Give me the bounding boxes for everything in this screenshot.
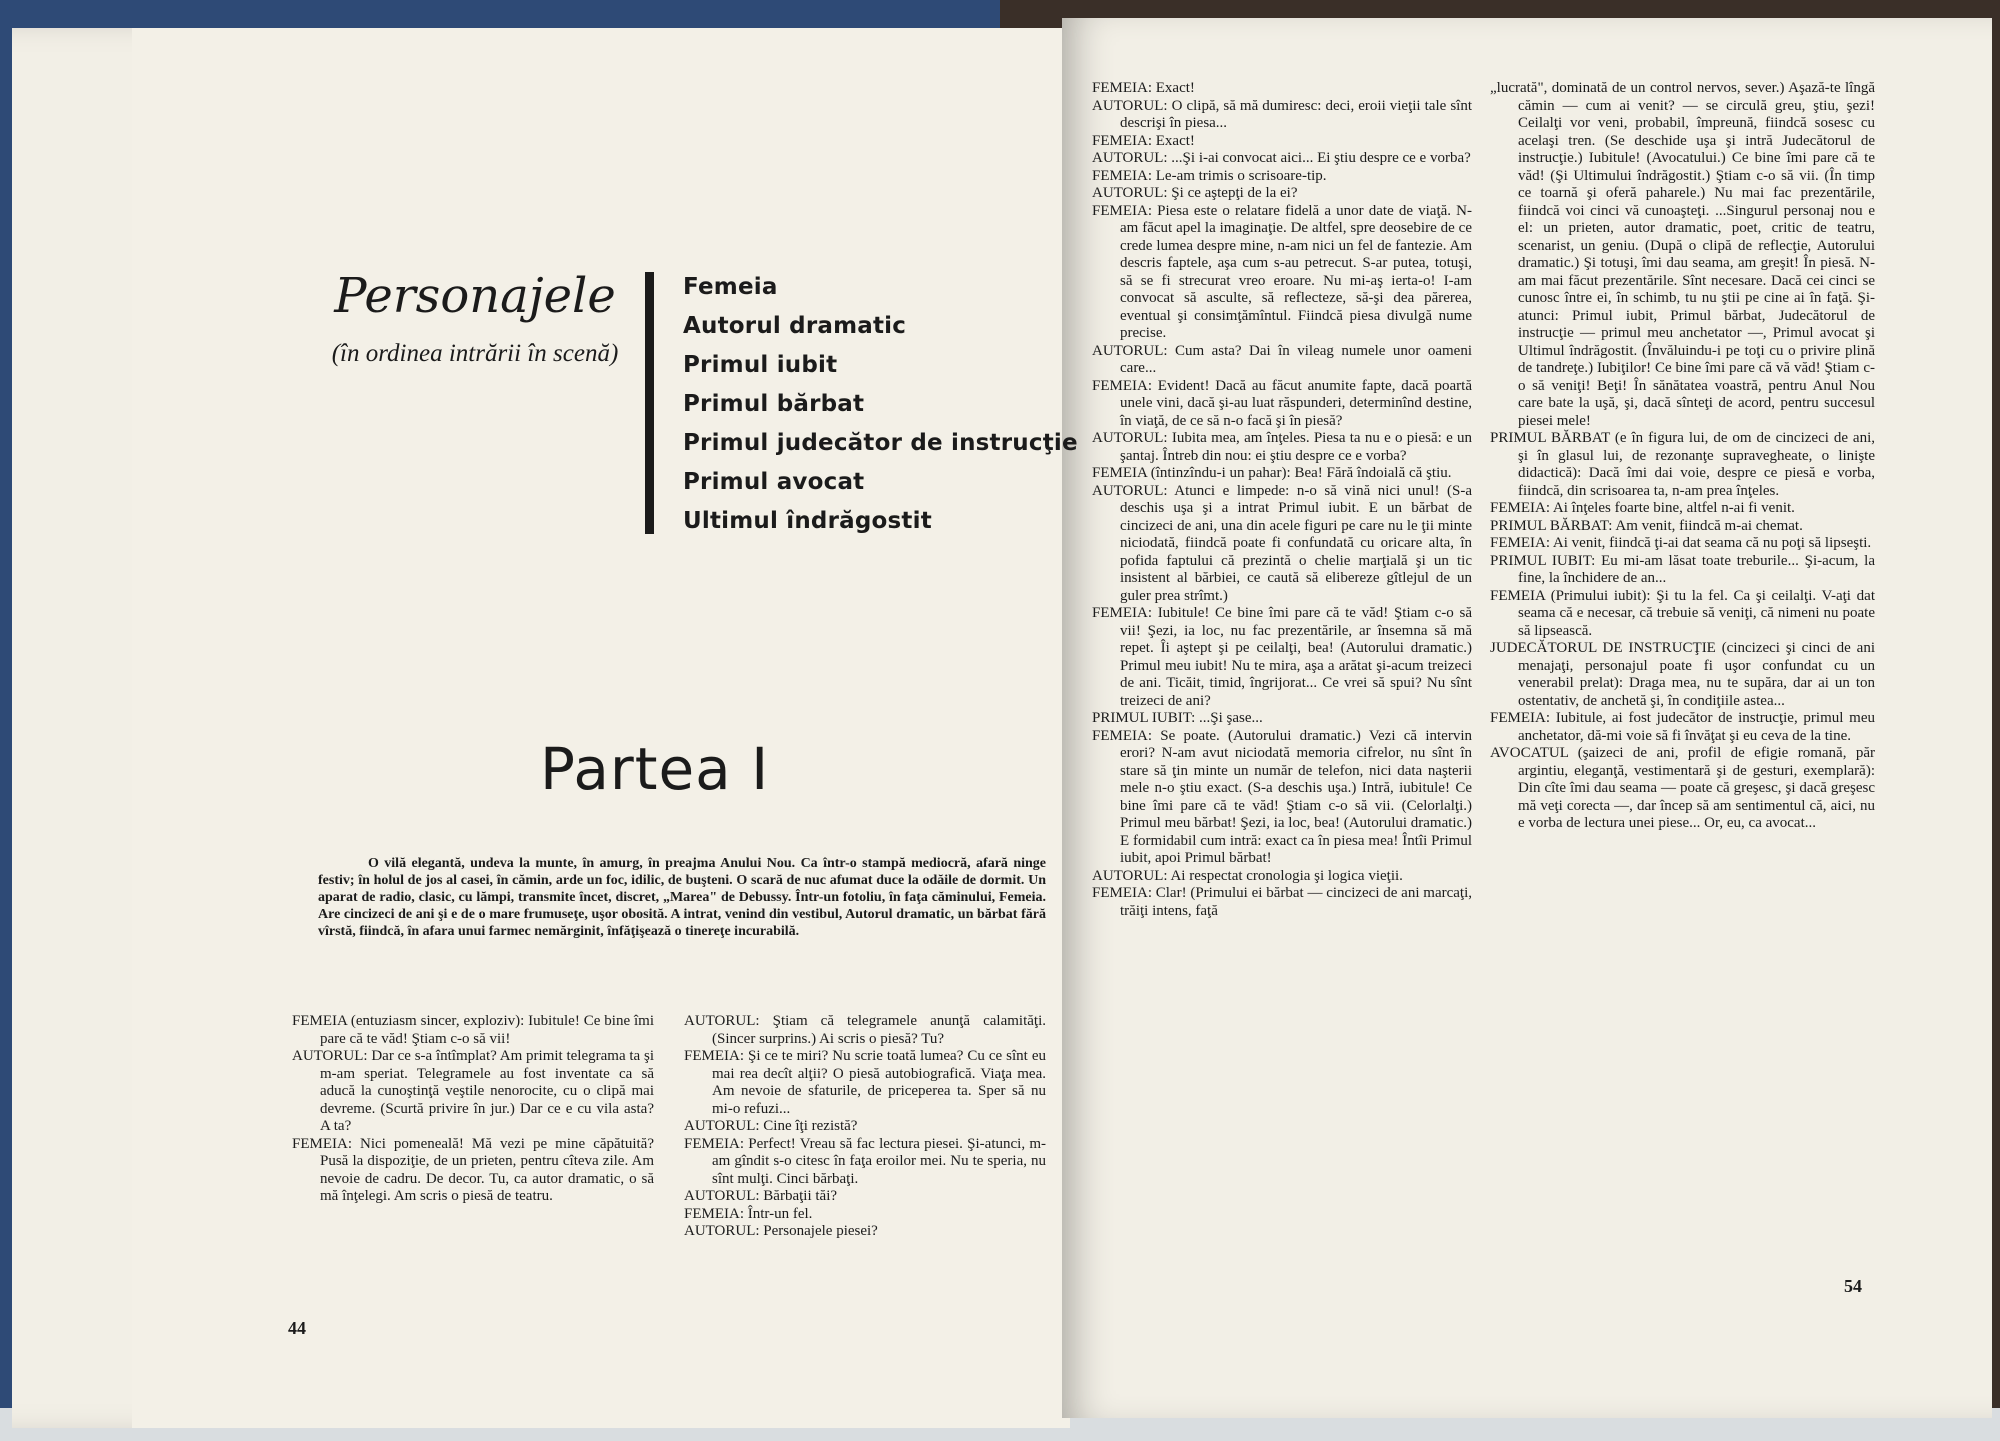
dialogue-line: FEMEIA: Evident! Dacă au făcut anumite fapte, dacă poartă unele vini, dacă şi-au luat răspunderi, determinînd destine, în viaţă, de ce să n-o facă şi în piesă? bbox=[1092, 377, 1472, 429]
dialogue-line: AUTORUL: Şi ce aştepţi de la ei? bbox=[1092, 185, 1298, 201]
dialogue-line: PRIMUL IUBIT: Eu mi-am lăsat toate treburile... Şi-acum, la fine, la închidere de an... bbox=[1490, 552, 1875, 586]
dialogue-line: PRIMUL BĂRBAT (e în figura lui, de om de cincizeci de ani, şi în glasul lui, de rezonanţe supravegheate, o linişte didactică): Dacă îmi dai voie, despre ce piesă e vorba, fiindcă, din scrisoarea ta, n-am prea înţeles. bbox=[1490, 430, 1875, 499]
cast-item: Primul bărbat bbox=[683, 391, 865, 417]
dialogue-line: AUTORUL: Ştiam că telegramele anunţă calamităţi. (Sincer surprins.) Ai scris o piesă? Tu? bbox=[684, 1013, 1046, 1047]
right-column-a bbox=[1092, 80, 1472, 920]
dialogue-line: AUTORUL: Dar ce s-a întîmplat? Am primit telegrama ta şi m-am speriat. Telegramele au fost inventate ca să aducă la cunoştinţă veştile nenorocite, cu o clipă mai devreme. (Scurtă privire în jur.) Dar ce e cu vila asta? A ta? bbox=[292, 1048, 654, 1134]
dialogue-line: AVOCATUL (şaizeci de ani, profil de efigie romană, păr argintiu, eleganţă, vestimentară şi de gesturi, exemplară): Din cîte îmi dau seama — poate că greşesc, şi dacă greşesc mă veţi corecta —, dar încep să am sentimentul că, aici, nu e vorba de lectura unei piese... Or, eu, ca avocat... bbox=[1490, 745, 1875, 831]
dialogue-line: FEMEIA: Într-un fel. bbox=[684, 1205, 813, 1222]
characters-title: Personajele bbox=[334, 268, 616, 324]
dialogue-line: AUTORUL: O clipă, să mă dumiresc: deci, eroii vieţii tale sînt descrişi în piesa... bbox=[1092, 97, 1472, 131]
dialogue-line: AUTORUL: Cum asta? Dai în vileag numele unor oameni care... bbox=[1092, 342, 1472, 376]
dialogue-line: AUTORUL: Personajele piesei? bbox=[684, 1223, 878, 1239]
dialogue-line: PRIMUL BĂRBAT: Am venit, fiindcă m-ai chemat. bbox=[1490, 517, 1803, 534]
dialogue-line: AUTORUL: Atunci e limpede: n-o să vină nici unul! (S-a deschis uşa şi a intrat Primul iubit. E un bărbat de cincizeci de ani, una din acele figuri pe care nu le ţii minte niciodată, fiindcă poate fi confundată cu oricare alta, în pofida faptului că prezintă o chelie marţială şi un tic insistent al bărbiei, ce caută să elibereze gîtlejul de un guler prea strîmt.) bbox=[1092, 482, 1472, 604]
cast-item: Femeia bbox=[683, 274, 778, 300]
page-number-left: 44 bbox=[288, 1318, 306, 1338]
characters-heading bbox=[330, 268, 620, 369]
dialogue-line: FEMEIA: Clar! (Primului ei bărbat — cincizeci de ani marcaţi, trăiţi intens, faţă bbox=[1092, 885, 1472, 919]
page-number-right: 54 bbox=[1844, 1276, 1862, 1296]
dialogue-line: „lucrată", dominată de un control nervos, sever.) Aşază-te lîngă cămin — cum ai venit? — se circulă greu, ştiu, şezi! Ceilalţi vor veni, probabil, împreună, fiindcă sosesc cu acelaşi tren. (Se deschide uşa şi intră Judecătorul de instrucţie.) Iubitule! (Avocatului.) Ce bine îmi pare că te văd! (Şi Ultimului îndrăgostit.) Ştiam c-o să vii. (În timp ce toarnă şi oferă paharele.) Nu mai fac prezentările, fiindcă voi cinci vă cunoaşteţi. ...Singurul personaj nou e el: un prieten, autor dramatic, poet, critic de teatru, scenarist, un geniu. (După o clipă de reflecţie, Autorului dramatic.) Şi totuşi, îmi dau seama, am greşit! În piesă. N-am mai făcut prezentările. Sînt necesare. Dacă cei cinci se cunosc între ei, în schimb, tu nu ştii pe cine ai în faţă. Şi-atunci: Primul iubit, Primul bărbat, Judecătorul de instrucţie — primul meu anchetator —, Primul avocat şi Ultimul îndrăgostit. (Învăluindu-i pe toţi cu o privire plină de tandreţe.) Iubiţilor! Ce bine îmi pare că vă văd! Ştiam c-o să veniţi! Beţi! În sănătatea voastră, pentru Anul Nou care bate la uşă, şi, dacă sînteţi de acord, pentru succesul piesei mele! bbox=[1490, 80, 1875, 429]
cast-list bbox=[683, 268, 1078, 541]
dialogue-line: PRIMUL IUBIT: ...Şi şase... bbox=[1092, 710, 1263, 726]
dialogue-line: FEMEIA: Piesa este o relatare fidelă a unor date de viaţă. N-am făcut apel la imaginaţie. De altfel, spre deosebire de ce crede lumea despre mine, n-am nici un fel de fantezie. Am descris faptele, aşa cum s-au petrecut. S-ar putea, totuşi, să se fi strecurat vreo eroare. Nu mi-aş ierta-o! I-am convocat să asculte, să reflecteze, să-şi dea părerea, eventual şi consimţămîntul. Fiindcă piesa divulgă nume precise. bbox=[1092, 202, 1472, 341]
dialogue-line: FEMEIA: Şi ce te miri? Nu scrie toată lumea? Cu ce sînt eu mai rea decît alţii? O piesă autobiografică. Viaţa mea. Am nevoie de sfaturile, de priceperea ta. Sper să nu mi-o refuzi... bbox=[684, 1048, 1046, 1117]
dialogue-line: AUTORUL: Cine îţi rezistă? bbox=[684, 1118, 858, 1134]
characters-subtitle: (în ordinea intrării în scenă) bbox=[331, 340, 619, 367]
dialogue-line: FEMEIA: Nici pomeneală! Mă vezi pe mine căpătuită? Pusă la dispoziţie, de un prieten, pentru cîteva zile. Am nevoie de cadru. De decor. Tu, ca autor dramatic, o să mă înţelegi. Am scris o piesă de teatru. bbox=[292, 1135, 654, 1204]
dialogue-line: AUTORUL: ...Şi i-ai convocat aici... Ei ştiu despre ce e vorba? bbox=[1092, 150, 1471, 166]
dialogue-line: FEMEIA: Exact! bbox=[1092, 132, 1195, 149]
cast-item: Autorul dramatic bbox=[683, 313, 907, 339]
dialogue-line: FEMEIA: Iubitule, ai fost judecător de instrucţie, primul meu anchetator, dă-mi voie să fi învăţat şi eu ceva de la tine. bbox=[1490, 710, 1875, 744]
dialogue-line: AUTORUL: Bărbaţii tăi? bbox=[684, 1188, 838, 1204]
dialogue-line: FEMEIA: Se poate. (Autorului dramatic.) Vezi că intervin erori? N-am avut niciodată memoria cifrelor, nu sînt în stare să ţin minte un număr de telefon, nici data naşterii mele n-o ştiu exact. (S-a deschis uşa.) Intră, iubitule! Ce bine îmi pare că te văd! Ştiam c-o să vii. (Celorlalţi.) Primul meu bărbat! Şezi, ia loc, bea! (Autorului dramatic.) E formidabil cum intră: exact ca în piesa mea! Întîi Primul iubit, apoi Primul bărbat! bbox=[1092, 727, 1472, 866]
dialogue-line: FEMEIA: Ai înţeles foarte bine, altfel n-ai fi venit. bbox=[1490, 500, 1795, 516]
dialogue-line: AUTORUL: Ai respectat cronologia şi logica vieţii. bbox=[1092, 867, 1403, 884]
part-title: Partea I bbox=[540, 735, 770, 803]
dialogue-line: FEMEIA: Exact! bbox=[1092, 80, 1195, 96]
dialogue-line: FEMEIA: Perfect! Vreau să fac lectura piesei. Şi-atunci, m-am gîndit s-o citesc în faţa eroilor mei. Nu te speria, nu sînt mulţi. Cinci bărbaţi. bbox=[684, 1135, 1046, 1187]
dialogue-line: FEMEIA (Primului iubit): Şi tu la fel. Ca şi ceilalţi. V-aţi dat seama că e necesar, că trebuie să veniţi, că nimeni nu poate să lipsească. bbox=[1490, 587, 1875, 639]
cast-item: Primul judecător de instrucţie bbox=[683, 430, 1078, 456]
stage-directions: O vilă elegantă, undeva la munte, în amurg, în preajma Anului Nou. Ca într-o stampă mediocră, afară ninge festiv; în holul de jos al casei, în cămin, arde un foc, idilic, de buşteni. O scară de nuc afumat duce la odăile de dormit. Un aparat de radio, clasic, cu lămpi, transmite încet, discret, „Marea" de Debussy. Într-un fotoliu, în faţa căminului, Femeia. Are cincizeci de ani şi e de o mare frumuseţe, uşor obosită. A intrat, venind din vestibul, Autorul dramatic, un bărbat fără vîrstă, fiindcă, în afara unui farmec nemărginit, înfăţişează o tinereţe incurabilă. bbox=[318, 856, 1046, 939]
dialogue-line: FEMEIA (întinzîndu-i un pahar): Bea! Fără îndoială că ştiu. bbox=[1092, 465, 1452, 481]
dialogue-line: JUDECĂTORUL DE INSTRUCŢIE (cincizeci şi cinci de ani menajaţi, personajul poate fi uşor confundat cu un venerabil prelat): Draga mea, nu te supăra, dar ai un ton ostentativ, de anchetă şi, în condiţiile astea... bbox=[1490, 640, 1875, 709]
dialogue-line: AUTORUL: Iubita mea, am înţeles. Piesa ta nu e o piesă: e un şantaj. Întreb din nou: ei ştiu despre ce e vorba? bbox=[1092, 430, 1472, 464]
dialogue-line: FEMEIA: Iubitule! Ce bine îmi pare că te văd! Ştiam c-o să vii! Şezi, ia loc, nu fac prezentările, ar însemna să mă repet. Îi aştept şi pe ceilalţi, bea! (Autorului dramatic.) Primul meu iubit! Nu te mira, aşa a arătat şi-acum treizeci de ani. Ticăit, timid, îngrijorat... Ce vrei să spui? Nu sînt treizeci de ani? bbox=[1092, 605, 1472, 709]
dialogue-line: FEMEIA: Ai venit, fiindcă ţi-ai dat seama că nu poţi să lipseşti. bbox=[1490, 535, 1872, 551]
dialogue-line: FEMEIA (entuziasm sincer, exploziv): Iubitule! Ce bine îmi pare că te văd! Ştiam c-o să vii! bbox=[292, 1013, 654, 1047]
left-column-b bbox=[684, 1013, 1046, 1241]
heading-divider bbox=[645, 272, 654, 534]
cast-item: Primul avocat bbox=[683, 469, 865, 495]
cast-item: Ultimul îndrăgostit bbox=[683, 508, 932, 534]
right-column-b bbox=[1490, 80, 1875, 833]
cast-item: Primul iubit bbox=[683, 352, 838, 378]
dialogue-line: FEMEIA: Le-am trimis o scrisoare-tip. bbox=[1092, 167, 1327, 184]
left-column-a bbox=[292, 1013, 654, 1206]
